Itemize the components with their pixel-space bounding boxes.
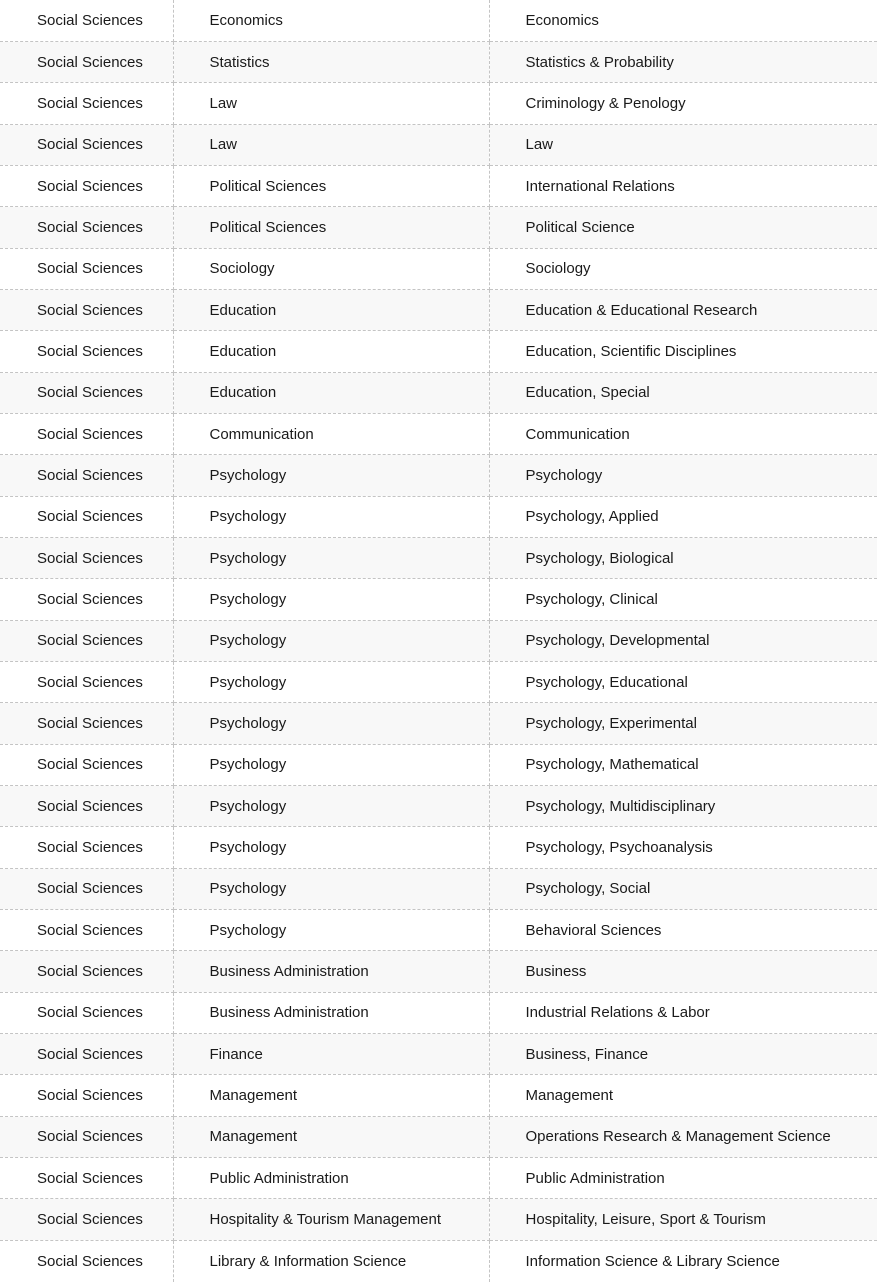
category-cell: Psychology, Educational — [489, 662, 877, 703]
table-row — [0, 579, 877, 620]
table-row — [0, 289, 877, 330]
discipline-cell: Social Sciences — [0, 248, 173, 289]
discipline-cell: Social Sciences — [0, 496, 173, 537]
table-row — [0, 910, 877, 951]
table-row — [0, 1199, 877, 1240]
category-cell: Operations Research & Management Science — [489, 1116, 877, 1157]
discipline-cell: Social Sciences — [0, 124, 173, 165]
category-cell: Behavioral Sciences — [489, 910, 877, 951]
category-cell: Education & Educational Research — [489, 289, 877, 330]
category-cell: Psychology, Developmental — [489, 620, 877, 661]
discipline-cell: Social Sciences — [0, 620, 173, 661]
category-cell: Law — [489, 124, 877, 165]
table-row — [0, 248, 877, 289]
discipline-cell: Social Sciences — [0, 331, 173, 372]
table-row — [0, 1116, 877, 1157]
field-cell: Psychology — [173, 744, 489, 785]
discipline-cell: Social Sciences — [0, 413, 173, 454]
field-cell: Education — [173, 289, 489, 330]
category-cell: Economics — [489, 0, 877, 41]
category-cell: Psychology, Psychoanalysis — [489, 827, 877, 868]
table-row — [0, 1158, 877, 1199]
category-cell: Industrial Relations & Labor — [489, 992, 877, 1033]
table-row — [0, 41, 877, 82]
discipline-cell: Social Sciences — [0, 537, 173, 578]
field-cell: Psychology — [173, 703, 489, 744]
field-cell: Law — [173, 83, 489, 124]
discipline-cell: Social Sciences — [0, 786, 173, 827]
category-cell: Statistics & Probability — [489, 41, 877, 82]
category-cell: Psychology, Biological — [489, 537, 877, 578]
field-cell: Hospitality & Tourism Management — [173, 1199, 489, 1240]
field-cell: Psychology — [173, 620, 489, 661]
table-row — [0, 83, 877, 124]
field-cell: Education — [173, 372, 489, 413]
category-cell: Psychology, Applied — [489, 496, 877, 537]
field-cell: Political Sciences — [173, 165, 489, 206]
category-cell: Psychology — [489, 455, 877, 496]
table-row — [0, 165, 877, 206]
table-row — [0, 786, 877, 827]
field-cell: Library & Information Science — [173, 1240, 489, 1281]
table-row — [0, 1075, 877, 1116]
discipline-cell: Social Sciences — [0, 910, 173, 951]
field-cell: Finance — [173, 1034, 489, 1075]
category-cell: Education, Scientific Disciplines — [489, 331, 877, 372]
field-cell: Public Administration — [173, 1158, 489, 1199]
discipline-cell: Social Sciences — [0, 951, 173, 992]
table-row — [0, 537, 877, 578]
table-row — [0, 703, 877, 744]
field-cell: Psychology — [173, 662, 489, 703]
category-cell: Psychology, Mathematical — [489, 744, 877, 785]
discipline-cell: Social Sciences — [0, 703, 173, 744]
field-cell: Political Sciences — [173, 207, 489, 248]
discipline-cell: Social Sciences — [0, 1199, 173, 1240]
category-cell: Hospitality, Leisure, Sport & Tourism — [489, 1199, 877, 1240]
field-cell: Psychology — [173, 910, 489, 951]
category-cell: Political Science — [489, 207, 877, 248]
category-cell: Sociology — [489, 248, 877, 289]
discipline-cell: Social Sciences — [0, 744, 173, 785]
category-cell: Business, Finance — [489, 1034, 877, 1075]
table-row — [0, 662, 877, 703]
field-cell: Business Administration — [173, 951, 489, 992]
category-cell: Psychology, Clinical — [489, 579, 877, 620]
discipline-cell: Social Sciences — [0, 1116, 173, 1157]
table-row — [0, 496, 877, 537]
discipline-cell: Social Sciences — [0, 662, 173, 703]
field-cell: Business Administration — [173, 992, 489, 1033]
table-row — [0, 124, 877, 165]
category-cell: Communication — [489, 413, 877, 454]
table-row — [0, 1034, 877, 1075]
category-cell: Criminology & Penology — [489, 83, 877, 124]
discipline-cell: Social Sciences — [0, 827, 173, 868]
table-row — [0, 827, 877, 868]
table-row — [0, 413, 877, 454]
discipline-cell: Social Sciences — [0, 0, 173, 41]
discipline-cell: Social Sciences — [0, 1158, 173, 1199]
discipline-cell: Social Sciences — [0, 1075, 173, 1116]
field-cell: Psychology — [173, 496, 489, 537]
discipline-cell: Social Sciences — [0, 1240, 173, 1281]
table-row — [0, 620, 877, 661]
discipline-cell: Social Sciences — [0, 207, 173, 248]
discipline-cell: Social Sciences — [0, 455, 173, 496]
field-cell: Psychology — [173, 827, 489, 868]
discipline-cell: Social Sciences — [0, 868, 173, 909]
field-cell: Education — [173, 331, 489, 372]
field-cell: Communication — [173, 413, 489, 454]
discipline-cell: Social Sciences — [0, 579, 173, 620]
table-row — [0, 207, 877, 248]
table-row — [0, 0, 877, 41]
table-row — [0, 331, 877, 372]
discipline-cell: Social Sciences — [0, 165, 173, 206]
category-cell: Management — [489, 1075, 877, 1116]
discipline-cell: Social Sciences — [0, 992, 173, 1033]
category-cell: Information Science & Library Science — [525, 1252, 780, 1270]
table-row — [0, 744, 877, 785]
discipline-cell: Social Sciences — [0, 1034, 173, 1075]
discipline-cell: Social Sciences — [0, 372, 173, 413]
category-cell: Education, Special — [489, 372, 877, 413]
category-cell: Business — [489, 951, 877, 992]
field-cell: Sociology — [173, 248, 489, 289]
field-cell: Psychology — [173, 868, 489, 909]
field-cell: Economics — [173, 0, 489, 41]
category-cell: International Relations — [489, 165, 877, 206]
table-row — [0, 992, 877, 1033]
category-cell: Psychology, Multidisciplinary — [489, 786, 877, 827]
table-row — [0, 455, 877, 496]
field-cell: Psychology — [173, 455, 489, 496]
discipline-cell: Social Sciences — [0, 289, 173, 330]
field-cell: Management — [173, 1116, 489, 1157]
field-cell: Psychology — [173, 786, 489, 827]
discipline-cell: Social Sciences — [0, 41, 173, 82]
category-cell: Psychology, Social — [489, 868, 877, 909]
category-cell: Public Administration — [489, 1158, 877, 1199]
table-row — [0, 951, 877, 992]
category-cell: Psychology, Experimental — [489, 703, 877, 744]
table-row — [0, 868, 877, 909]
field-cell: Psychology — [173, 537, 489, 578]
field-cell: Statistics — [173, 41, 489, 82]
field-cell: Management — [173, 1075, 489, 1116]
table-row — [0, 372, 877, 413]
discipline-cell: Social Sciences — [0, 83, 173, 124]
field-cell: Law — [173, 124, 489, 165]
field-cell: Psychology — [173, 579, 489, 620]
table-row — [0, 1240, 877, 1281]
